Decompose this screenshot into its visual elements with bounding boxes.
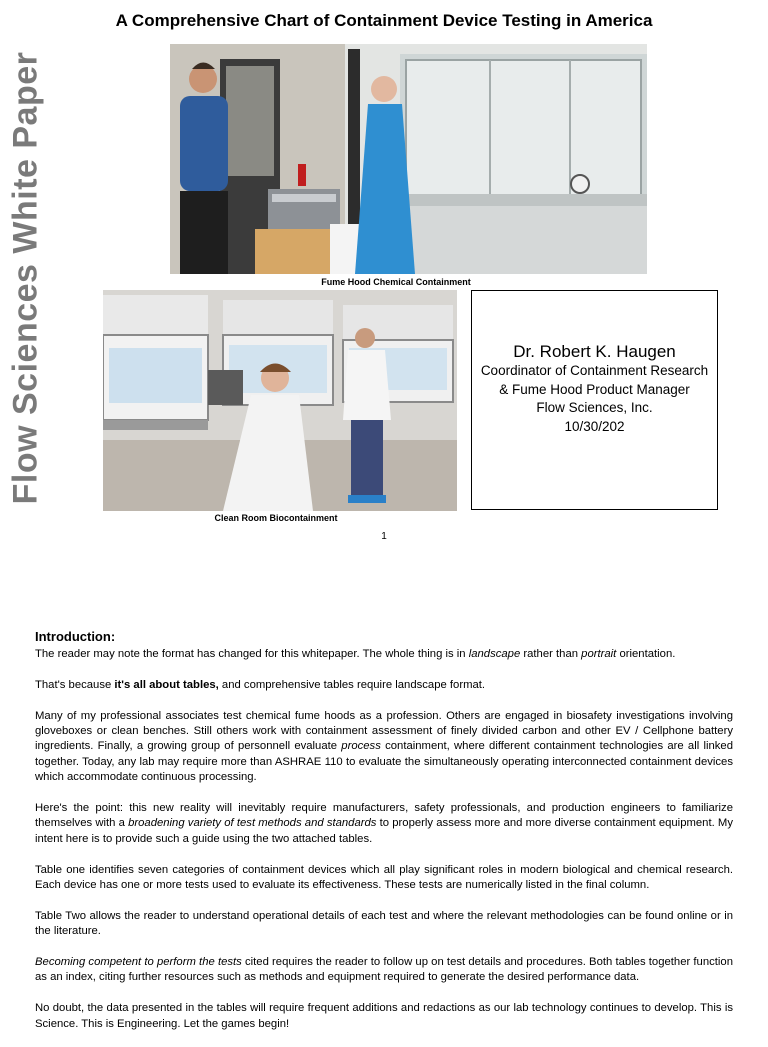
introduction-heading: Introduction:: [35, 629, 116, 644]
text-run: That's because: [35, 678, 115, 691]
intro-paragraph-5: Table one identifies seven categories of containment devices which all play significant roles in modern biological and chemical research. Each device has one or more tests used to evaluate its effectiveness. These tests are numerically listed in the final column.: [35, 863, 733, 892]
author-role-line-2: & Fume Hood Product Manager: [499, 381, 690, 397]
author-role-line-1: Coordinator of Containment Research: [480, 363, 709, 378]
text-run: orientation.: [616, 648, 676, 660]
text-run: and comprehensive tables require landscape format.: [218, 678, 486, 691]
author-name: Dr. Robert K. Haugen: [513, 342, 676, 361]
author-company: Flow Sciences, Inc.: [536, 400, 653, 415]
clean-room-photo: [103, 290, 457, 511]
intro-paragraph-3: [35, 709, 733, 786]
side-banner-text: Flow Sciences White Paper: [6, 51, 45, 504]
italic-run: landscape: [468, 648, 521, 660]
introduction-section: [35, 628, 733, 1047]
text-run: rather than: [520, 648, 582, 660]
intro-paragraph-7: [35, 955, 733, 986]
italic-run: broadening variety of test methods and standards: [128, 817, 377, 830]
fume-hood-photo: [170, 44, 647, 274]
figure-caption-clean-room: Clean Room Biocontainment: [214, 513, 338, 523]
bold-run: it's all about tables,: [114, 678, 219, 691]
intro-paragraph-4: [35, 801, 733, 847]
intro-paragraph-1: [35, 647, 733, 662]
italic-run: Becoming competent to perform the tests: [35, 956, 242, 969]
italic-run: process: [341, 740, 381, 753]
intro-paragraph-8: No doubt, the data presented in the tables will require frequent additions and redactions as our lab technology continues to develop. This is Science. This is Engineering. Let the games begin!: [35, 1002, 733, 1030]
text-run: containment, where different containment technologies are all linked together. Today, any lab may require more than ASHRAE 110 to evaluate the simultaneously operating interconnected containment devices which accommodate continuous processing.: [35, 740, 733, 784]
text-run: Many of my professional associates test chemical fume hoods as a profession. Others are engaged in biosafety investigations involving gloveboxes or clean benches. Still others work with containment assessment of finely divided carbon and other EV / Cellphone battery ingredients. Finally, a growing group of personnell evaluate: [35, 709, 733, 753]
italic-run: portrait: [581, 648, 617, 660]
document-title: A Comprehensive Chart of Containment Device Testing in America: [115, 11, 653, 30]
page-number: 1: [381, 531, 387, 542]
intro-paragraph-2: [35, 678, 733, 693]
intro-paragraph-6: Table Two allows the reader to understand operational details of each test and where the relevant methodologies can be found online or in the literature.: [35, 909, 733, 938]
figure-caption-fume-hood: Fume Hood Chemical Containment: [321, 277, 471, 287]
author-box: [471, 290, 718, 510]
author-date: 10/30/202: [564, 418, 625, 434]
text-run: cited requires the reader to follow up on test details and procedures. Both tables together function as an index, citing further resources such as methods and equipment required to generate the desired performance data.: [35, 956, 733, 984]
side-banner: [8, 50, 44, 505]
text-run: The reader may note the format has changed for this whitepaper. The whole thing is in: [35, 648, 469, 660]
text-run: to properly assess more and more diverse containment equipment. My intent here is to provide such a guide using the two attached tables.: [35, 817, 733, 845]
text-run: Here's the point: this new reality will inevitably require manufacturers, safety professionals, and production engineers to familiarize themselves with a: [35, 802, 733, 830]
